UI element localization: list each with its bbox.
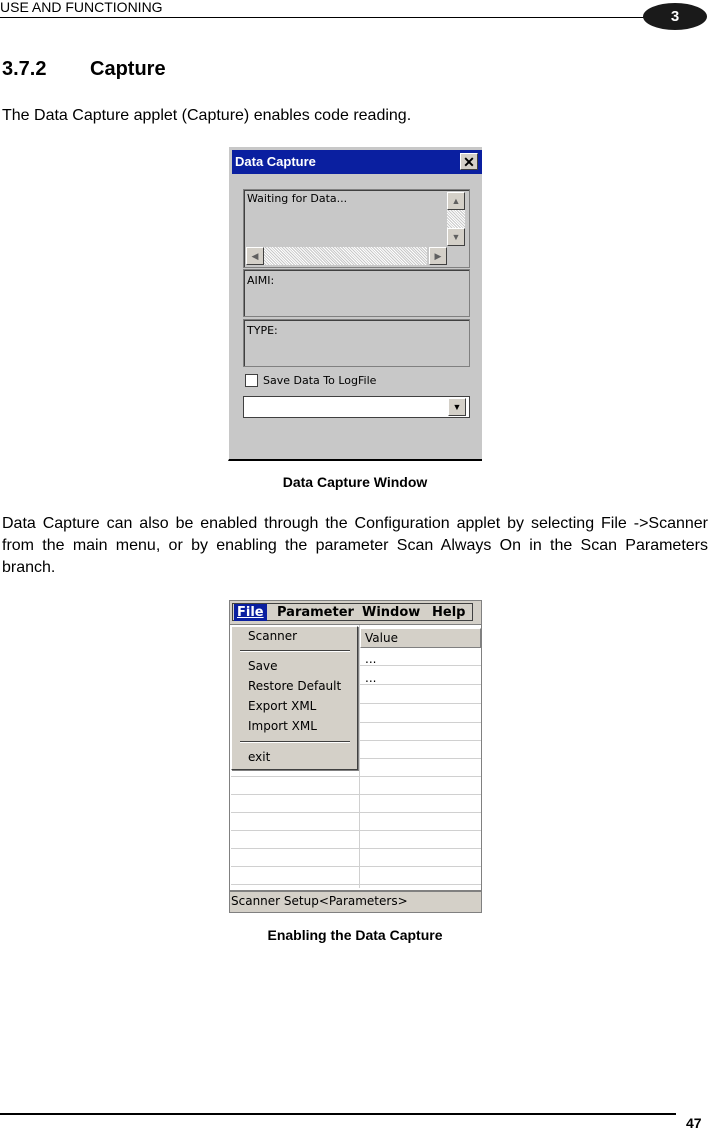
menu-item-restore-default[interactable]: Restore Default [248, 679, 342, 693]
scroll-right-button[interactable] [429, 247, 447, 265]
vscroll-track[interactable] [447, 210, 465, 228]
value-cell: ... [365, 652, 377, 666]
arrow-down-icon: ▼ [451, 232, 461, 242]
body-paragraph: Data Capture can also be enabled through the Configuration applet by selecting File ->Scanner from the main menu, or by enabling the parameter Scan Always On in the Scan Parameters branch. [2, 515, 708, 576]
value-cell: ... [365, 671, 377, 685]
menu-window-label: Window [362, 605, 421, 620]
menu-item-import-xml[interactable]: Import XML [248, 719, 317, 733]
data-textarea[interactable] [243, 189, 470, 268]
table-row[interactable] [231, 831, 481, 849]
scroll-up-button[interactable] [447, 192, 465, 210]
table-row[interactable] [231, 795, 481, 813]
data-text: Waiting for Data... [247, 192, 348, 205]
table-row[interactable] [231, 777, 481, 795]
running-header-title: USE AND FUNCTIONING [0, 0, 163, 15]
menu-window[interactable] [362, 604, 420, 621]
menu-item-scanner[interactable]: Scanner [248, 629, 298, 643]
menu-item-export-xml[interactable]: Export XML [248, 699, 317, 713]
scroll-down-button[interactable] [447, 228, 465, 246]
menu-separator [240, 650, 350, 652]
arrow-right-icon: ▶ [434, 250, 442, 261]
table-row[interactable] [231, 849, 481, 867]
section-title: Capture [90, 58, 166, 80]
menu-help-label: Help [432, 605, 466, 620]
configuration-menu-screenshot [229, 600, 482, 913]
menu-separator [240, 741, 350, 743]
value-column-header[interactable]: Value [360, 628, 481, 648]
scroll-left-button[interactable] [246, 247, 264, 265]
type-label: TYPE: [247, 324, 278, 337]
menu-bar [230, 601, 481, 625]
table-row[interactable] [231, 813, 481, 831]
file-menu-dropdown [231, 626, 358, 770]
menu-help[interactable] [432, 604, 465, 621]
menu-parameter-label: Parameter [277, 605, 354, 620]
menu-file-label: File [237, 605, 264, 620]
logfile-combo[interactable] [243, 396, 470, 418]
close-icon: ✕ [463, 153, 475, 170]
close-button[interactable] [460, 153, 478, 170]
aimi-field [243, 269, 470, 317]
intro-paragraph: The Data Capture applet (Capture) enables code reading. [2, 107, 412, 124]
aimi-label: AIMI: [247, 274, 275, 287]
menu-file[interactable] [234, 604, 267, 621]
type-field [243, 319, 470, 367]
menu-item-exit[interactable]: exit [248, 750, 271, 764]
save-log-checkbox[interactable] [245, 374, 258, 387]
footer-rule [0, 1113, 676, 1115]
section-number: 3.7.2 [2, 58, 47, 80]
menu-parameter[interactable] [277, 604, 354, 621]
save-log-label: Save Data To LogFile [263, 374, 377, 387]
hscroll-track[interactable] [264, 247, 427, 265]
arrow-up-icon: ▲ [451, 196, 461, 206]
arrow-left-icon: ◀ [251, 250, 259, 261]
window-titlebar [232, 150, 482, 174]
page-number: 47 [686, 1115, 702, 1131]
header-rule [0, 17, 660, 18]
window-title: Data Capture [235, 154, 316, 169]
figure2-caption: Enabling the Data Capture [267, 927, 443, 943]
figure1-caption: Data Capture Window [282, 474, 428, 490]
chevron-down-icon: ▼ [452, 402, 462, 412]
data-capture-window-screenshot [228, 146, 482, 461]
chapter-badge: 3 [643, 3, 707, 30]
table-row[interactable] [231, 867, 481, 885]
status-bar: Scanner Setup<Parameters> [230, 890, 481, 912]
menu-item-save[interactable]: Save [248, 659, 278, 673]
combo-dropdown-button[interactable] [448, 398, 466, 416]
